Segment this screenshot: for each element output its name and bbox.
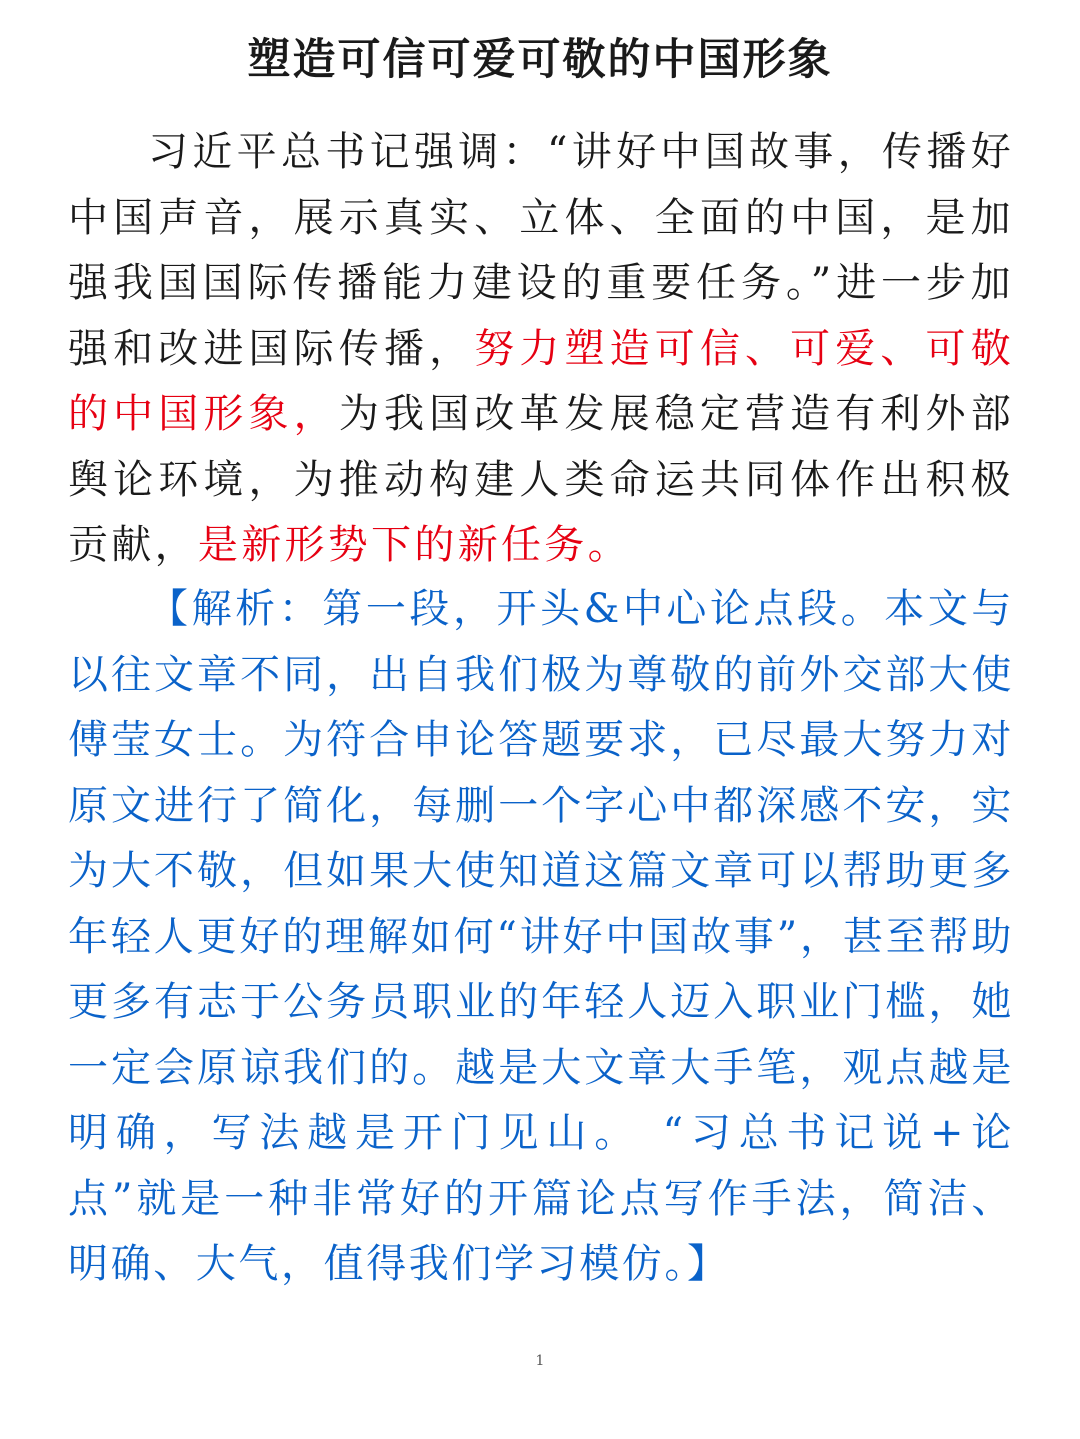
page-number: 1	[535, 1353, 545, 1369]
main-paragraph-text: 习近平总书记强调：“讲好中国故事，传播好中国声音，展示真实、立体、全面的中国，是加强我国国际传播能力建设的重要任务。”进一步加强和改进国际传播，	[68, 129, 1014, 372]
main-paragraph-text-continued: 为我国改革发展稳定营造有利外部舆论环境，为推动构建人类命运共同体作出积极贡献，	[68, 391, 1014, 568]
main-paragraph	[68, 120, 1014, 579]
document-title: 塑造可信可爱可敬的中国形象	[247, 35, 833, 85]
highlight-shape-image: 努力塑造可信、可爱、可敬的中国形象，	[68, 325, 1014, 437]
analysis-paragraph: 【解析：第一段，开头&中心论点段。本文与以往文章不同，出自我们极为尊敬的前外交部大使傅莹女士。为符合申论答题要求，已尽最大努力对原文进行了简化，每删一个字心中都深感不安，实为大不敬，但如果大使知道这篇文章可以帮助更多年轻人更好的理解如何“讲好中国故事”，甚至帮助更多有志于公务员职业的年轻人迈入职业门槛，她一定会原谅我们的。越是大文章大手笔，观点越是明确，写法越是开门见山。 “习总书记说+论点”就是一种非常好的开篇论点写作手法，简洁、明确、大气，值得我们学习模仿。】	[68, 586, 1014, 1287]
highlight-new-task: 是新形势下的新任务。	[197, 522, 631, 568]
